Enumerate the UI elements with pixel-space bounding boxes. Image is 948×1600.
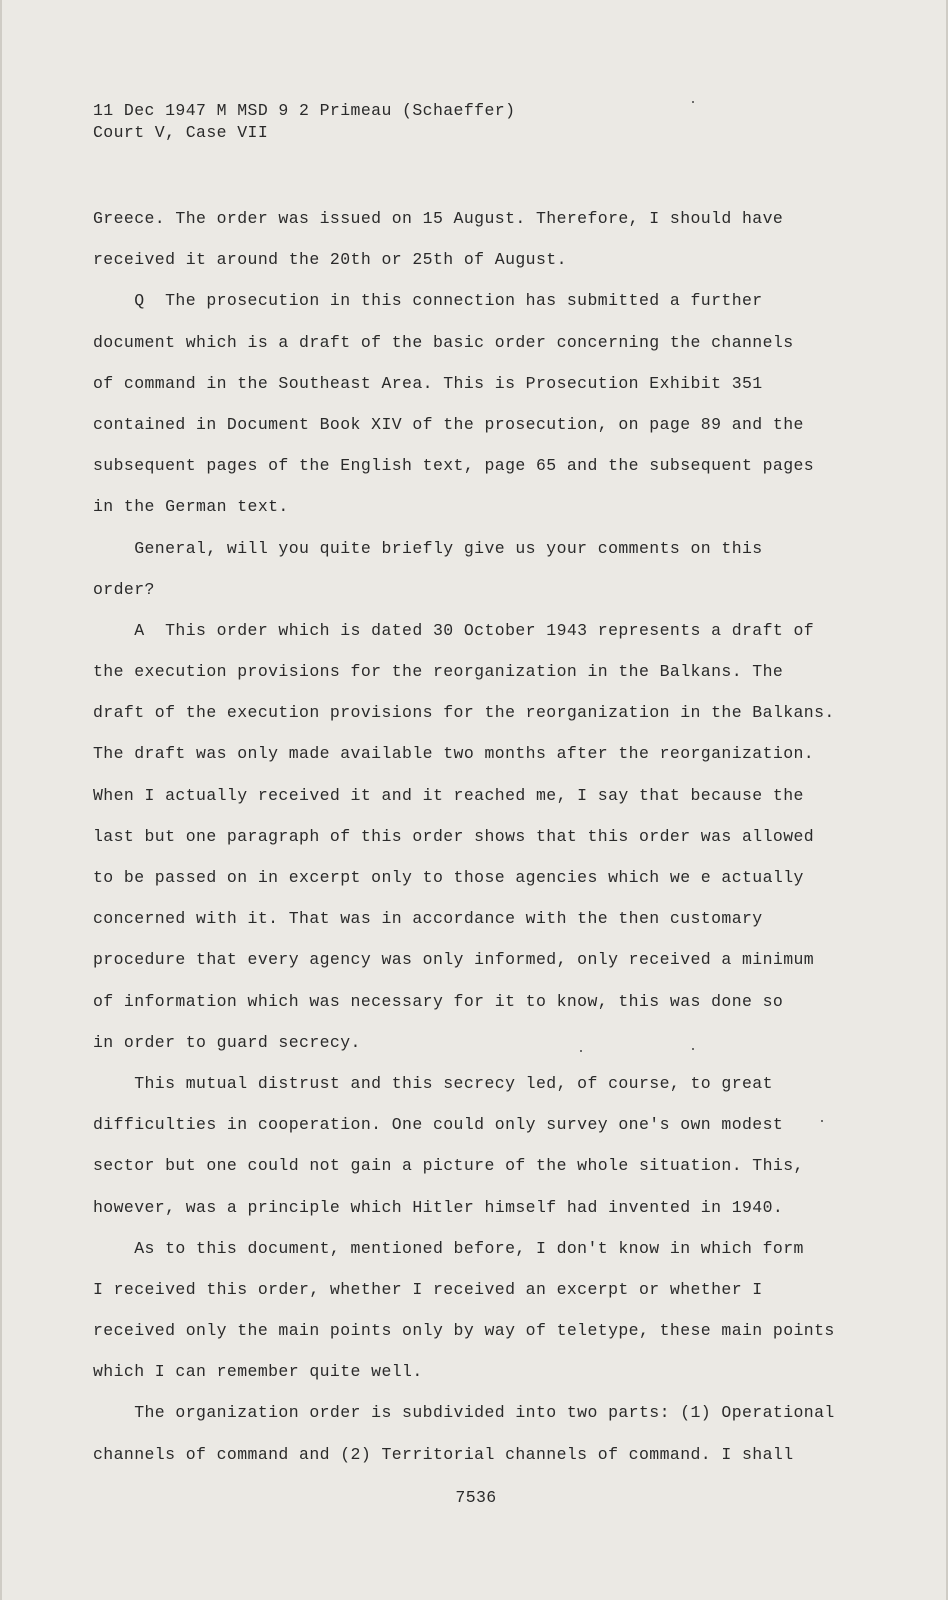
body-line: subsequent pages of the English text, page 65 and the subsequent pages xyxy=(93,456,815,476)
body-line: in order to guard secrecy. xyxy=(93,1032,361,1052)
body-line: Greece. The order was issued on 15 August. Therefore, I should have xyxy=(93,209,784,228)
paper-speck xyxy=(692,101,694,103)
body-line: draft of the execution provisions for the reorganization in the Balkans. xyxy=(93,703,835,723)
paper-speck xyxy=(692,1048,694,1050)
transcript-body xyxy=(93,198,883,1475)
body-line: of command in the Southeast Area. This is Prosecution Exhibit 351 xyxy=(93,373,763,393)
body-line: General, will you quite briefly give us your comments on this xyxy=(93,538,763,558)
body-line: A This order which is dated 30 October 1943 represents a draft of xyxy=(93,620,815,640)
body-line: received it around the 20th or 25th of August. xyxy=(93,250,567,270)
body-line: This mutual distrust and this secrecy led, of course, to great xyxy=(93,1073,773,1093)
header-date-line: 11 Dec 1947 M MSD 9 2 Primeau (Schaeffer) xyxy=(93,101,516,120)
body-line: last but one paragraph of this order shows that this order was allowed xyxy=(93,826,815,846)
body-line: Q The prosecution in this connection has submitted a further xyxy=(93,291,763,311)
body-line: concerned with it. That was in accordance with the then customary xyxy=(93,909,763,929)
body-line: to be passed on in excerpt only to those agencies which we e actually xyxy=(93,868,804,887)
body-line: document which is a draft of the basic order concerning the channels xyxy=(93,332,794,352)
body-line: which I can remember quite well. xyxy=(93,1362,423,1382)
document-header xyxy=(93,100,515,144)
body-line: the execution provisions for the reorganization in the Balkans. The xyxy=(93,662,784,682)
body-line: of information which was necessary for it to know, this was done so xyxy=(93,991,784,1011)
body-line: As to this document, mentioned before, I don't know in which form xyxy=(93,1238,804,1258)
header-court-line: Court V, Case VII xyxy=(93,123,269,142)
body-line: channels of command and (2) Territorial channels of command. I shall xyxy=(93,1444,794,1464)
body-line: in the German text. xyxy=(93,497,289,517)
body-line: The draft was only made available two months after the reorganization. xyxy=(93,744,815,764)
body-line: When I actually received it and it reached me, I say that because the xyxy=(93,785,804,805)
body-line: order? xyxy=(93,579,155,599)
body-line: contained in Document Book XIV of the prosecution, on page 89 and the xyxy=(93,414,804,434)
body-line: The organization order is subdivided into two parts: (1) Operational xyxy=(93,1403,835,1423)
paper-speck xyxy=(821,1120,823,1122)
paper-speck xyxy=(580,1050,582,1052)
body-line: received only the main points only by way of teletype, these main points xyxy=(93,1321,835,1341)
body-line: I received this order, whether I received an excerpt or whether I xyxy=(93,1279,763,1299)
body-line: difficulties in cooperation. One could only survey one's own modest xyxy=(93,1115,784,1135)
body-line: procedure that every agency was only informed, only received a minimum xyxy=(93,950,815,970)
body-line: sector but one could not gain a picture of the whole situation. This, xyxy=(93,1156,804,1176)
body-line: however, was a principle which Hitler himself had invented in 1940. xyxy=(93,1197,784,1217)
page-number: 7536 xyxy=(455,1488,497,1507)
